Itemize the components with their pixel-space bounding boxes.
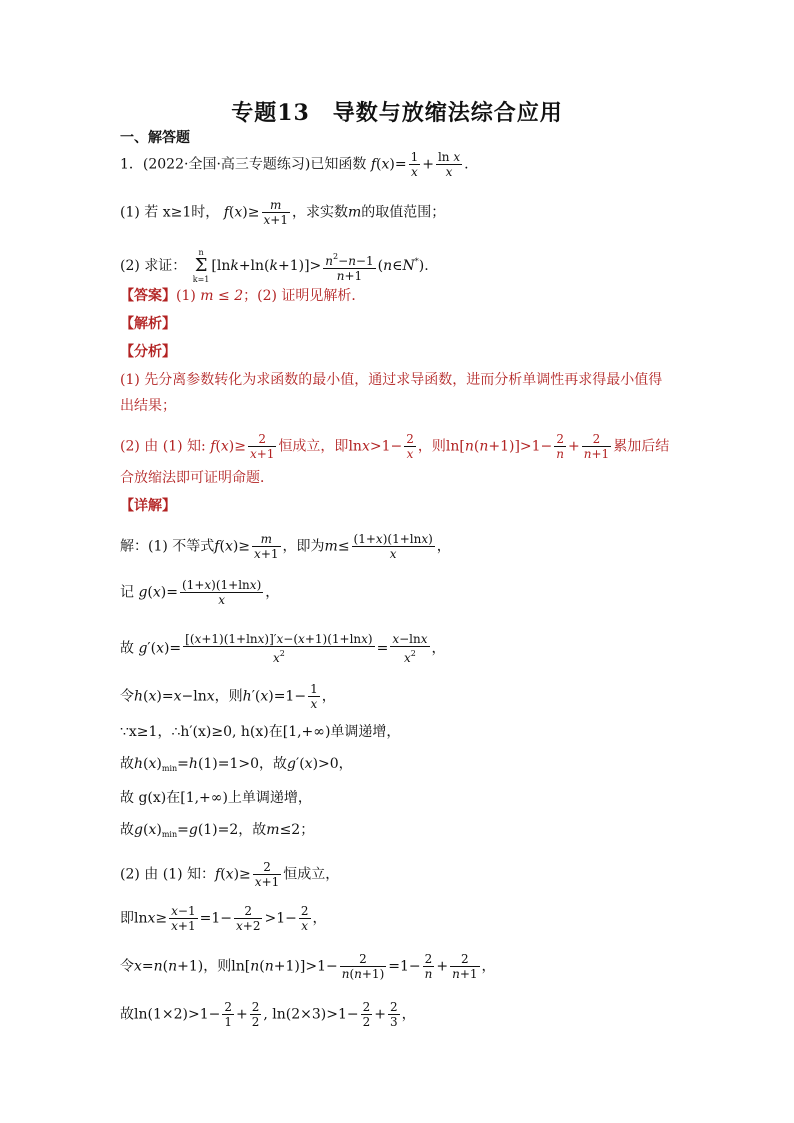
- answer-line: 【答案】(1) m ≤ 2；(2) 证明见解析．: [120, 288, 366, 304]
- detail-line-6: 故$h(x)_{min}=h(1)=1>0$，故g′(x)>0，: [120, 756, 353, 773]
- fenxi-tag: 【分析】: [120, 344, 176, 360]
- question-part-1: (1) 若 x≥1时， f(x)≥ $\frac{m}{x+1}$ ，求实数m的取值范围；: [120, 198, 446, 227]
- question-part-2: (2) 求证： n Σ k=1[lnk+ln(k+1)]> $\frac{n^2-n-1}{n+1}$ (n∈N*).: [120, 248, 429, 284]
- detail-line-2: 记 g(x)= $\frac{(1+x)(1+\ln x)}{x}$ ，: [120, 578, 280, 607]
- detail-line-4: 令h(x)=x−lnx，则h′(x)=1− $\frac{1}{x}$ ，: [120, 682, 336, 711]
- detail-line-10: 即lnx≥ $\frac{x-1}{x+1}$ =1− $\frac{2}{x+2}$ >1− $\frac{2}{x}$ ，: [120, 904, 327, 933]
- fenxi-line-3: (2) 由 (1) 知: f(x)≥ $\frac{2}{x+1}$ 恒成立，即lnx>1− $\frac{2}{x}$ ，则ln[n(n+1)]>1− $\frac{2}{n}$ + $\frac{2}{n+1}$ 累加后结: [120, 432, 670, 461]
- detail-line-9: (2) 由 (1) 知：f(x)≥ $\frac{2}{x+1}$ 恒成立，: [120, 860, 340, 889]
- fenxi-line-2: 出结果；: [120, 398, 176, 414]
- detail-line-1: 解：(1) 不等式f(x)≥ $\frac{m}{x+1}$ ，即为m≤ $\frac{(1+x)(1+\ln x)}{x}$ ，: [120, 532, 451, 561]
- detail-tag: 【详解】: [120, 498, 176, 514]
- detail-line-3: 故 g′(x)= $\frac{[(x+1)(1+\ln x)]'x-(x+1)(1+\ln x)}{x^2}$ = $\frac{x-\ln x}{x^2}$ ，: [120, 632, 446, 665]
- detail-line-12: 故ln(1×2)>1− $\frac{2}{1}$ + $\frac{2}{2}$ , ln(2×3)>1− $\frac{2}{2}$ + $\frac{2}{3}$ ，: [120, 1000, 416, 1029]
- question-intro: 1．(2022·全国·高三专题练习)已知函数 f(x)= $\frac{1}{x}$ + $\frac{\text{ln x}}{x}$ .: [120, 150, 469, 179]
- fenxi-line-4: 合放缩法即可证明命题．: [120, 470, 274, 486]
- fenxi-line-1: (1) 先分离参数转化为求函数的最小值，通过求导函数，进而分析单调性再求得最小值得: [120, 372, 663, 388]
- analysis-tag: 【解析】: [120, 316, 176, 332]
- detail-line-8: 故$g(x)_{min}=g(1)=2$，故m≤2；: [120, 822, 315, 839]
- detail-line-7: 故 g(x)在[1,+∞)上单调递增，: [120, 790, 312, 806]
- detail-line-11: 令x=n(n+1)，则ln[n(n+1)]>1− $\frac{2}{n(n+1)}$ =1− $\frac{2}{n}$ + $\frac{2}{n+1}$ ，: [120, 952, 496, 981]
- page-title: 专题13 导数与放缩法综合应用: [231, 100, 563, 126]
- section-heading: 一、解答题: [120, 130, 190, 146]
- detail-line-5: ∵x≥1，∴h′(x)≥0, h(x)在[1,+∞)单调递增，: [120, 724, 401, 740]
